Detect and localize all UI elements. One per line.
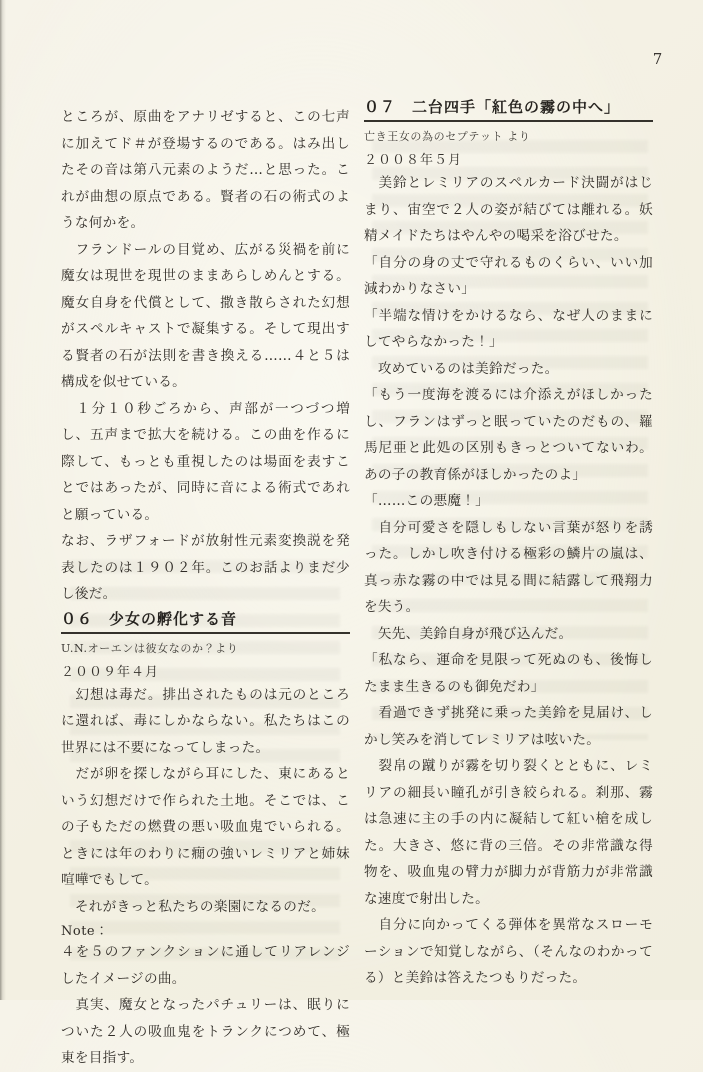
paragraph: だが卵を探しながら耳にした、東にあるという幻想だけで作られた土地。そこでは、この子もただの燃費の悪い吸血鬼でいられる。ときには年のわりに癇の強いレミリアと姉妹喧嘩でもして。 <box>61 766 350 888</box>
paragraph: 美鈴とレミリアのスペルカード決闘がはじまり、宙空で２人の姿が結びては離れる。妖精メイドたちはやんやの喝采を浴びせた。 <box>364 175 653 244</box>
paragraph: 自分可愛さを隠しもしない言葉が怒りを誘った。しかし吹き付ける極彩の鱗片の嵐は、真っ赤な霧の中では見る間に結露して飛翔力を失う。 <box>364 519 653 615</box>
paragraph: 自分に向かってくる弾体を異常なスローモーションで知覚しながら、（そんなのわかってる）と美鈴は答えたつもりだった。 <box>364 917 653 986</box>
paragraph: 幻想は毒だ。排出されたものは元のところに還れば、毒にしかならない。私たちはこの世界には不要になってしまった。 <box>61 686 350 756</box>
note-label: Note： <box>61 924 109 939</box>
scan-binding-edge <box>0 0 6 1000</box>
note-paragraph: 真実、魔女となったパチュリーは、眠りについた２人の吸血鬼をトランクにつめて、極東を目指す。 <box>61 997 350 1066</box>
section-source: U.N.オーエンは彼女なのか？より <box>61 641 239 655</box>
paragraph: １分１０秒ごろから、声部が一つづつ増し、五声まで拡大を続ける。この曲を作るに際して、もっとも重視したのは場面を表すことではあったが、同時に音による術式であれと願っている。 <box>61 400 350 523</box>
paragraph: フランドールの目覚め、広がる災禍を前に魔女は現世を現世のままあらしめんとする。魔女自身を代償として、撒き散らされた幻想がスペルキャストで凝集する。そして現出する賢者の石が法則を書き換える……４と５は構成を似せている。 <box>61 241 350 390</box>
left-column <box>61 104 350 1072</box>
page-number: 7 <box>652 50 664 68</box>
note-paragraph: ４を５のファンクションに通してリアレンジしたイメージの曲。 <box>61 944 350 987</box>
paragraph: 裂帛の蹴りが霧を切り裂くとともに、レミリアの細長い瞳孔が引き絞られる。刹那、霧は急速に主の手の内に凝結して紅い槍を成した。大きさ、悠に背の三倍。その非常識な得物を、吸血鬼の臂力が脚力が背筋力が非常識な速度で射出した。 <box>364 758 653 907</box>
section-heading-07: ０７ 二台四手「紅色の霧の中へ」 <box>364 96 653 122</box>
paragraph: 看過できず挑発に乗った美鈴を見届け、しかし笑みを消してレミリアは呟いた。 <box>364 705 653 748</box>
paragraph: 矢先、美鈴自身が飛び込んだ。 <box>364 625 573 642</box>
right-column <box>364 96 653 992</box>
continued-paragraph: ところが、原曲をアナリゼすると、この七声に加えてド＃が登場するのである。はみ出したその音は第八元素のようだ…と思った。これが曲想の原点である。賢者の石の術式のような何かを。 <box>61 109 350 231</box>
quote-line: 「……この悪魔！」 <box>364 493 490 509</box>
quote-line: 「半端な情けをかけるなら、なぜ人のままにしてやらなかった！」 <box>364 307 653 350</box>
paragraph: それがきっと私たちの楽園になるのだ。 <box>61 898 325 915</box>
quote-line: 「自分の身の丈で守れるものくらい、いい加減わかりなさい」 <box>364 254 653 297</box>
section-date: ２００８年５月 <box>364 153 463 168</box>
section-source: 亡き王女の為のセプテット より <box>364 130 531 143</box>
paragraph: 攻めているのは美鈴だった。 <box>364 360 559 377</box>
paragraph: なお、ラザフォードが放射性元素変換説を発表したのは１９０２年。このお話よりまだ少し後だ。 <box>61 533 350 602</box>
section-date: ２００９年４月 <box>61 664 160 680</box>
section-heading-06: ０６ 少女の孵化する音 <box>61 608 350 634</box>
quote-line: 「もう一度海を渡るには介添えがほしかったし、フランはずっと眠っていたのだもの、羅馬尼亜と此処の区別もきっとついてないわ。あの子の教育係がほしかったのよ」 <box>364 387 653 483</box>
quote-line: 「私なら、運命を見限って死ぬのも、後悔したまま生きるのも御免だわ」 <box>364 652 653 695</box>
